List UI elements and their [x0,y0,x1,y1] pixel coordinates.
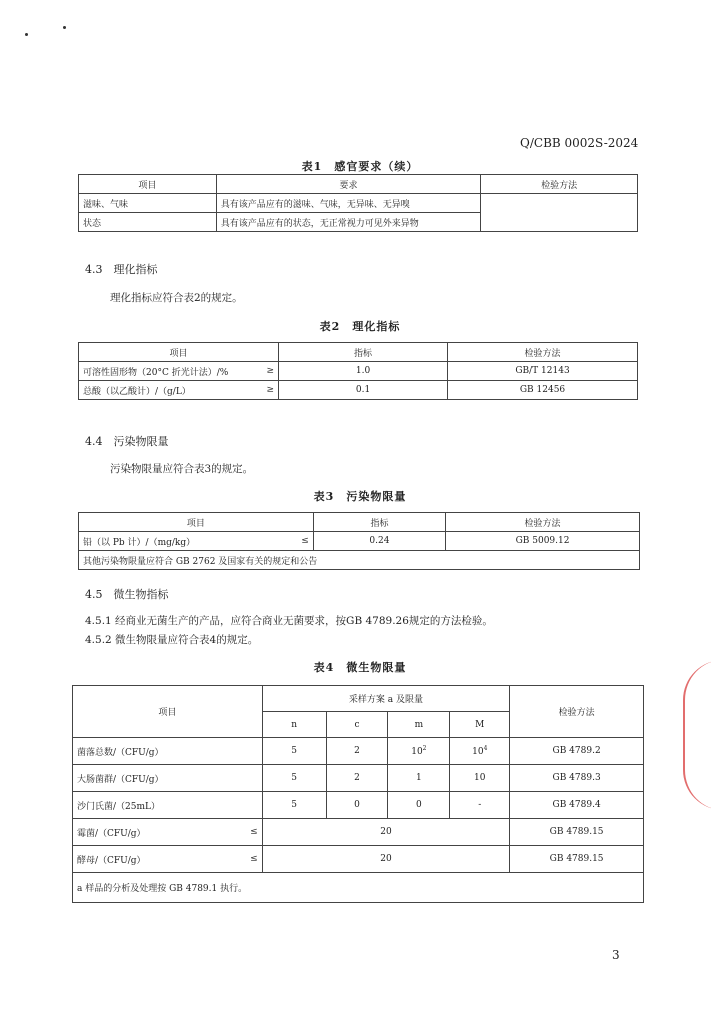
table4-sub-m: m [388,712,450,738]
table1-caption: 表1 感官要求（续） [301,160,419,173]
table1-cell: 具有该产品应有的状态，无正常视力可见外来异物 [216,213,481,232]
table3-header-item: 项目 [79,513,314,532]
table4-M: 10 [450,765,510,792]
table3-caption: 表3 污染物限量 [313,490,407,503]
table4-M-base: 10 [472,747,484,757]
scan-mark [25,33,28,36]
table4-m-base: 10 [411,747,423,757]
table2-item: 总酸（以乙酸计）/（g/L） [79,381,263,400]
table4-header-method: 检验方法 [510,686,644,738]
section-4-3-text: 理化指标应符合表2的规定。 [110,292,243,304]
table4-c: 2 [326,765,388,792]
table1-cell: 滋味、气味 [79,194,217,213]
section-4-5-1: 4.5.1 经商业无菌生产的产品，应符合商业无菌要求，按GB 4789.26规定的方法检验。 [85,615,493,627]
table4-limit-value: 20 [262,846,510,873]
table3-header-value: 指标 [313,513,445,532]
table4-sub-n: n [262,712,326,738]
table1-header-item: 项目 [79,175,217,194]
table1-header-requirement: 要求 [216,175,481,194]
table2-header-item: 项目 [79,343,279,362]
table4-item: 大肠菌群/（CFU/g） [73,765,263,792]
table4-n: 5 [262,792,326,819]
table2-method: GB 12456 [448,381,638,400]
table4-method: GB 4789.4 [510,792,644,819]
scan-mark [63,26,66,29]
table1-cell: 具有该产品应有的滋味、气味，无异味、无异嗅 [216,194,481,213]
table4-M-exp: 4 [483,745,488,752]
section-4-3-heading: 4.3 理化指标 [85,263,158,276]
section-4-4-heading: 4.4 污染物限量 [85,435,169,448]
table4-header-item: 项目 [73,686,263,738]
table2-caption: 表2 理化指标 [319,320,401,333]
red-stamp-fragment [683,660,711,810]
section-4-5-2: 4.5.2 微生物限量应符合表4的规定。 [85,634,259,646]
table2-header-method: 检验方法 [448,343,638,362]
table1 [78,174,638,232]
table4 [72,685,644,903]
table4-m-exp: 2 [422,745,427,752]
table4-footnote: a 样品的分析及处理按 GB 4789.1 执行。 [73,873,644,903]
table1-header-method: 检验方法 [481,175,638,194]
page-number: 3 [612,948,620,962]
table2-header-value: 指标 [279,343,448,362]
table2-symbol: ≥ [263,381,279,400]
table1-method-cell [481,194,638,232]
section-4-4-text: 污染物限量应符合表3的规定。 [110,463,254,475]
table4-item: 沙门氏菌/（25mL） [73,792,263,819]
table4-item: 酵母/（CFU/g） [73,846,247,873]
table4-M [450,738,510,765]
table4-M: - [450,792,510,819]
table4-sub-c: c [326,712,388,738]
table4-limit-value: 20 [262,819,510,846]
table4-symbol: ≤ [246,846,262,873]
table4-item: 菌落总数/（CFU/g） [73,738,263,765]
table4-caption: 表4 微生物限量 [313,661,407,674]
table4-n: 5 [262,765,326,792]
table3-header-method: 检验方法 [446,513,640,532]
table4-sub-M: M [450,712,510,738]
table3-symbol: ≤ [297,532,313,551]
table4-m [388,738,450,765]
table4-m: 0 [388,792,450,819]
table2-value: 1.0 [279,362,448,381]
table2-symbol: ≥ [263,362,279,381]
table2-method: GB/T 12143 [448,362,638,381]
table4-item: 霉菌/（CFU/g） [73,819,247,846]
table3 [78,512,640,570]
table2-value: 0.1 [279,381,448,400]
table4-header-plan: 采样方案 a 及限量 [262,686,510,712]
table4-method: GB 4789.15 [510,819,644,846]
table4-c: 0 [326,792,388,819]
table3-value: 0.24 [313,532,445,551]
table1-cell: 状态 [79,213,217,232]
table2 [78,342,638,400]
table4-c: 2 [326,738,388,765]
section-4-5-heading: 4.5 微生物指标 [85,588,169,601]
table4-m: 1 [388,765,450,792]
table4-method: GB 4789.3 [510,765,644,792]
table3-method: GB 5009.12 [446,532,640,551]
table2-item: 可溶性固形物（20°C 折光计法）/% [79,362,263,381]
document-code: Q/CBB 0002S-2024 [520,136,639,150]
table4-method: GB 4789.2 [510,738,644,765]
table3-item: 铅（以 Pb 计）/（mg/kg） [79,532,298,551]
table4-n: 5 [262,738,326,765]
table4-symbol: ≤ [246,819,262,846]
table3-note: 其他污染物限量应符合 GB 2762 及国家有关的规定和公告 [79,551,640,570]
table4-method: GB 4789.15 [510,846,644,873]
